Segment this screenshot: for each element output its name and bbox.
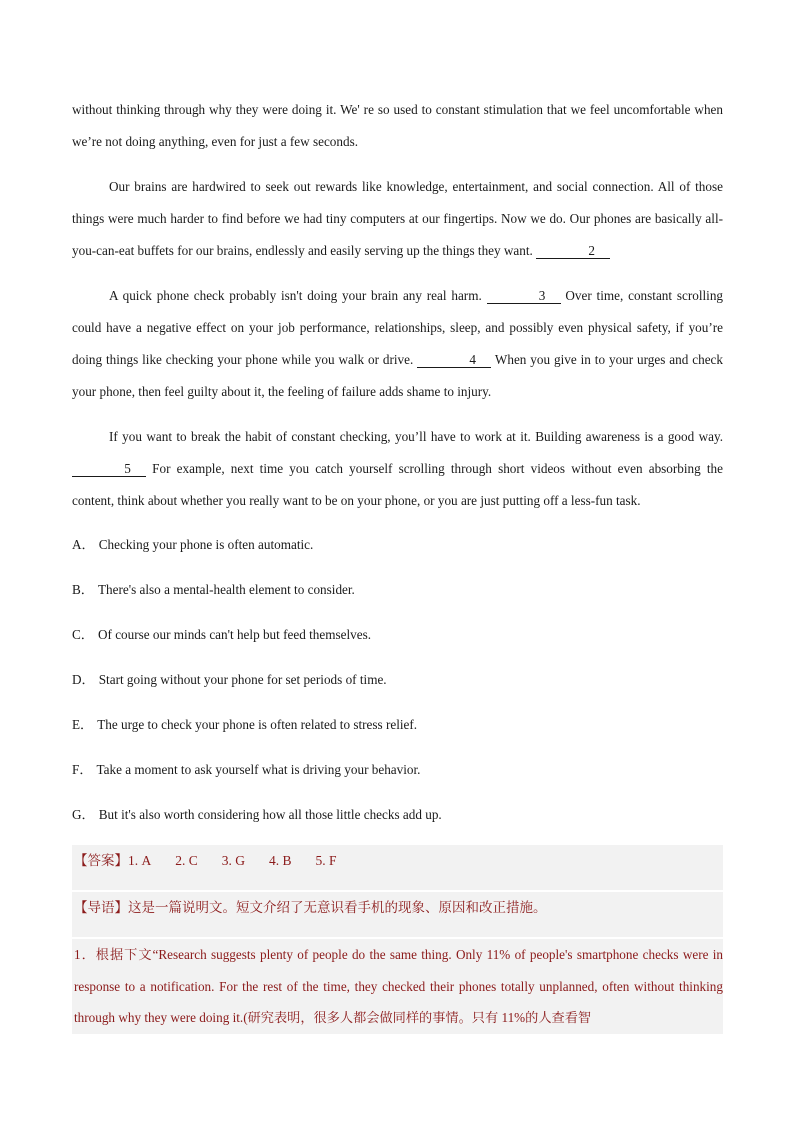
blank-3: 3 [487,289,561,304]
option-g [72,800,723,845]
paragraph-4-text-b: For example, next time you catch yourself scrolling through short videos without even absorbing the content, think about whether you really want to be on your phone, or you are just putting off a less-fun task. [72,461,724,508]
option-c [72,620,723,665]
options-list [72,530,723,845]
option-f [72,755,723,800]
paragraph-2 [72,171,723,267]
guide-row [72,892,723,937]
answer-row [72,845,723,890]
answer-section [72,845,723,1034]
guide-text: 这是一篇说明文。短文介绍了无意识看手机的现象、原因和改正措施。 [128,900,547,915]
paragraph-3 [72,280,723,408]
option-text: The urge to check your phone is often related to stress relief. [97,717,418,732]
guide-tag: 【导语】 [74,900,128,915]
option-letter: G． [72,807,95,822]
blank-5: 5 [72,462,146,477]
paragraph-3-text-b: Over time, constant scrolling could have a negative effect on your job performance, relationships, sleep, and possibly even physical safety, if you’re doing things like checking your phone while you walk or drive. [72,288,724,367]
option-letter: F． [72,762,93,777]
option-text: There's also a mental-health element to consider. [97,582,355,597]
option-text: Start going without your phone for set periods of time. [98,672,387,687]
option-text: But it's also worth considering how all those little checks add up. [98,807,442,822]
answer-item: 3. G [221,853,246,868]
option-letter: C． [72,627,94,642]
option-letter: B． [72,582,94,597]
paragraph-4-text-a: If you want to break the habit of constant checking, you’ll have to work at it. Building awareness is a good way. [109,429,723,444]
option-letter: A． [72,537,95,552]
option-text: Checking your phone is often automatic. [98,537,314,552]
paragraph-1-text: without thinking through why they were doing it. We' re so used to constant stimulation that we feel uncomfortable when we’re not doing anything, even for just a few seconds. [72,102,723,149]
answer-tag: 【答案】 [74,853,128,868]
explanation-text: 1．根据下文“Research suggests plenty of people do the same thing. Only 11% of people's smartphone checks were in response to a notification. For the rest of the time, they checked their phones totally unplanned, often without thinking through why they were doing it.(研究表明，很多人都会做同样的事情。只有 11%的人查看智 [74,947,723,1025]
paragraph-2-text: Our brains are hardwired to seek out rewards like knowledge, entertainment, and social connection. All of those things were much harder to find before we had tiny computers at our fingertips. Now we do. Our phones are basically all-you-can-eat buffets for our brains, endlessly and easily serving up the things they want. [72,179,723,258]
blank-4: 4 [417,353,491,368]
option-text: Of course our minds can't help but feed themselves. [97,627,371,642]
blank-2: 2 [536,244,610,259]
option-a [72,530,723,575]
paragraph-3-text-c: When you give in to your urges and check your phone, then feel guilty about it, the feeling of failure adds shame to injury. [72,352,724,399]
option-e [72,710,723,755]
paragraph-3-text-a: A quick phone check probably isn't doing your brain any real harm. [109,288,482,303]
answer-item: 2. C [175,853,198,868]
answer-item: 1. A [128,853,152,868]
option-b [72,575,723,620]
answer-item: 5. F [315,853,337,868]
option-letter: D． [72,672,95,687]
paragraph-4 [72,421,723,517]
answer-item: 4. B [269,853,292,868]
option-text: Take a moment to ask yourself what is driving your behavior. [96,762,421,777]
paragraph-1 [72,94,723,158]
option-letter: E． [72,717,94,732]
option-d [72,665,723,710]
